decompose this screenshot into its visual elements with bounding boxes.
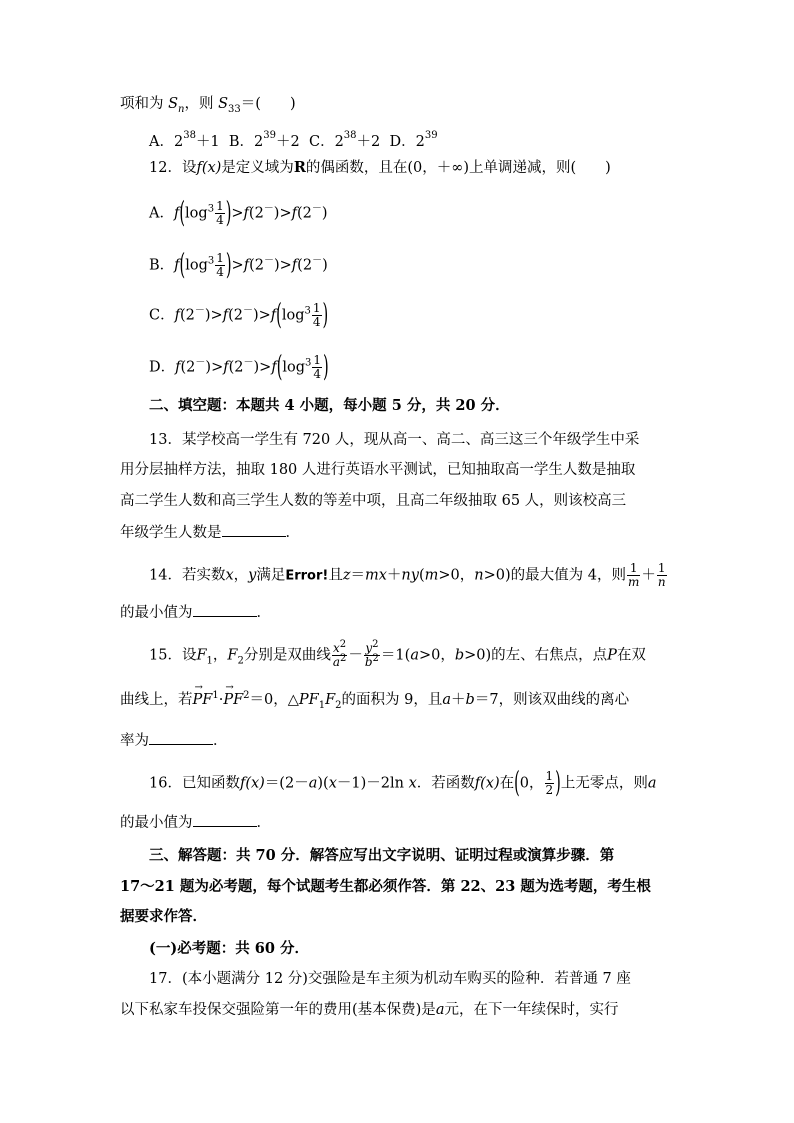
vector-pf1: → PF [193,690,213,710]
frac [312,354,322,381]
PF: PF [298,692,319,708]
text: 曲线上，若 [120,692,193,708]
y: y [248,567,257,584]
tail: ＋2 [276,134,300,150]
two: (2 [248,205,264,222]
d [657,576,667,589]
text: 满足 [256,567,286,584]
text: 上无零点，则 [560,775,648,792]
vector-pf2: → PF [223,690,243,710]
d [627,576,640,589]
label: A． [149,205,174,222]
close: ) [322,257,328,274]
q13-line-1: 13．某学校高一学生有 720 人，现从高一、高二、高三这三个年级学生中采 [149,432,640,448]
frac [215,200,225,227]
error-placeholder: Error! [285,568,329,584]
x: x [333,641,340,655]
subsection-required: (一)必考题：共 60 分． [149,940,309,957]
base: 3 [207,255,215,267]
d: 4 [313,367,322,381]
text: ．若函数 [416,775,475,792]
zero: 0， [519,775,544,792]
f: f [291,257,298,274]
n: n [474,567,484,584]
q12-option-a [149,197,328,230]
two: (2 [297,205,312,222]
eq: ＝ [350,567,365,584]
two: (2 [297,257,313,274]
text: 14．若实数 [149,567,226,584]
q11-text: ，则 [184,96,214,112]
paren: ) [322,299,329,332]
q16-line-1 [149,767,657,800]
text: ＝1( [380,647,411,664]
text: 的最小值为 [120,605,193,621]
q12-option-d [149,351,329,384]
q11-tail-line [120,94,296,114]
minus: － [311,203,322,215]
close: ) [252,307,259,324]
q11-var-S: S [168,96,179,112]
q13-line-3: 高二学生人数和高三学生人数的等差中项，且高二年级抽取 65 人，则该校高三 [120,493,627,509]
R: R [293,159,306,176]
ny: ny [401,567,419,584]
f: f [271,359,277,376]
n: 1 [657,561,666,575]
b: b [364,655,373,669]
n: n [657,575,666,589]
P: P [607,647,617,664]
section-heading-solutions-2: 17～21 题为必考题，每个试题考生都必须作答．第 22、23 题为选考题，考生根 [120,878,651,895]
text: 以下私家车投保交强险第一年的费用(基本保费)是 [120,1002,436,1018]
sq: 2 [339,653,347,664]
text: 在双 [616,647,646,664]
m: m [627,575,640,589]
base: 3 [304,305,311,317]
gt: > [211,359,224,376]
minus: － [263,255,274,267]
close: ) [273,205,280,222]
paren: ( [179,249,186,282]
d [332,653,348,669]
exp: 39 [424,130,438,141]
frac [364,639,380,669]
s2: 2 [335,699,342,711]
q11-sub-33: 33 [228,103,241,115]
n: 1 [216,199,224,213]
q15-line-3 [120,730,228,751]
a: a [647,775,657,792]
q11-var-S: S [218,96,229,112]
q15-line-1 [149,639,646,669]
gt: > [259,359,272,376]
q15-line-2 [120,690,629,710]
q11-options [149,126,438,152]
frac [312,302,322,329]
section-heading-solutions-3: 据要求作答． [120,908,207,925]
close: ) [205,359,212,376]
comma: ， [233,567,249,584]
text: 元，在下一年续保时，实行 [444,1002,619,1018]
text: 15．设 [149,647,197,664]
minus: － [194,305,205,317]
gt: > [210,307,223,324]
label: C． [149,307,175,324]
fx: f(x) [239,775,265,792]
d: 4 [216,213,224,227]
q14-line-2 [120,602,271,623]
text: 率为 [120,733,149,749]
text: 12．设 [149,160,197,176]
text: 年级学生人数是 [120,525,222,541]
q12-option-b [149,249,328,282]
paren: ( [179,197,186,230]
text: 的最小值为 [120,815,193,831]
two: (2 [228,307,243,324]
q11-text: 项和为 [120,96,164,112]
text: 在 [499,775,515,792]
q14-line-1 [149,562,668,589]
n: 1 [627,562,640,576]
tail: ＋1 [195,134,220,150]
text: ＝0，△ [249,692,299,708]
close: ) [273,257,280,274]
q11-option-c: C．2 [308,134,344,150]
s1: 1 [212,690,219,702]
text: ＝7，则该双曲线的离心 [474,692,630,708]
F: F [227,647,238,664]
f: f [270,307,277,324]
q11-option-a: A．2 [149,134,184,150]
z: z [342,567,351,584]
dot: · [218,692,224,708]
d: 2 [545,783,554,797]
end: ． [285,525,300,541]
text: 的面积为 9，且 [341,692,443,708]
s1: 1 [318,699,326,711]
text: －1)－2ln [336,775,404,792]
x: x [328,775,337,792]
two: (2 [249,257,264,274]
q11-sub-n: n [178,103,185,115]
plus: ＋ [386,567,402,584]
d: 4 [216,265,224,279]
d: 4 [312,315,321,329]
end: ． [256,605,271,621]
two: (2 [180,359,196,376]
n: 1 [216,251,224,265]
f: f [243,257,250,274]
minus: － [348,647,363,664]
q12-stem [149,158,611,178]
plus: ＋ [451,692,466,708]
minus: － [312,255,323,267]
section-heading-fill-in: 二、填空题：本题共 4 小题，每小题 5 分，共 20 分． [149,397,510,414]
text: )( [317,775,329,792]
minus: － [263,203,274,215]
close: ) [204,307,211,324]
frac [215,252,225,279]
paren: ( [276,299,282,332]
end: ． [213,733,228,749]
gt: > [231,257,244,274]
gt: > [279,257,292,274]
f: f [175,359,181,376]
minus: － [242,305,253,317]
q13-line-2: 用分层抽样方法，抽取 180 人进行英语水平测试，已知抽取高一学生人数是抽取 [120,462,636,478]
paren: ) [225,249,232,282]
label: B． [149,257,175,274]
two: (2 [179,307,195,324]
gt: > [258,307,271,324]
f: f [243,205,249,222]
f: f [291,205,297,222]
q11-option-d: D．2 [389,134,425,150]
F: F [196,647,207,664]
x: x [408,775,417,792]
q17-line-1: 17．(本小题满分 12 分)交强险是车主须为机动车购买的险种．若普通 7 座 [149,971,631,987]
section-heading-solutions: 三、解答题：共 70 分．解答应写出文字说明、证明过程或演算步骤．第 [149,847,615,864]
f: f [174,307,180,324]
sq: 2 [339,639,347,650]
paren: ( [276,351,283,384]
q16-line-2 [120,812,271,833]
fx: f(x) [474,775,500,792]
q13-line-4 [120,522,300,543]
n: 1 [312,301,321,315]
comma: ， [212,647,228,664]
paren: ) [323,351,329,384]
x: x [225,567,234,584]
answer-blank-14[interactable] [193,602,257,617]
b: b [465,692,475,708]
a: a [332,655,340,669]
log: log [185,205,208,222]
label: D． [149,359,176,376]
log: log [281,307,305,324]
tail: ＋2 [356,134,381,150]
text: 是定义域为 [221,160,294,176]
q17-line-2 [120,1000,618,1020]
mx: mx [364,567,387,584]
m: m [424,567,439,584]
frac [627,562,640,589]
text: 的偶函数，且在(0，＋∞)上单调递减，则( ) [305,160,611,176]
log: log [282,359,306,376]
close: ) [253,359,260,376]
s2: 2 [237,655,244,667]
s1: 1 [206,655,213,667]
answer-blank-15[interactable] [149,730,213,745]
a: a [442,692,452,708]
q11-text: ＝( ) [240,96,296,112]
minus: － [195,357,206,369]
gt: > [231,205,244,222]
a: a [410,647,419,664]
log: log [185,257,208,274]
text: 16．已知函数 [149,775,240,792]
sq: 2 [372,639,379,650]
gt: > [279,205,292,222]
text: >0， [438,567,475,584]
text: 且 [328,567,343,584]
f: f [174,257,180,274]
paren: ) [555,767,561,800]
q12-option-c [149,299,329,332]
exp: 39 [263,130,277,141]
two: (2 [228,359,244,376]
frac [332,639,348,669]
plus: ＋ [641,567,656,584]
answer-blank-16[interactable] [193,812,257,827]
end: ． [256,815,271,831]
a: a [308,775,318,792]
fx: f(x) [196,160,222,176]
n: 1 [545,769,554,783]
base: 3 [207,203,215,215]
base: 3 [305,357,312,369]
q11-option-b: B．2 [228,134,264,150]
text: 分别是双曲线 [243,647,331,664]
paren: ( [514,767,520,800]
s2: 2 [243,690,250,702]
y: y [365,641,373,655]
exp: 38 [343,130,357,141]
paren: ( [418,567,425,584]
minus: － [243,357,254,369]
f: f [173,205,180,222]
text: >0)的最大值为 4，则 [483,567,626,584]
d [364,653,380,669]
answer-blank-13[interactable] [222,522,286,537]
sq: 2 [372,653,379,664]
a: a [435,1002,445,1018]
n: 1 [313,353,322,367]
text: >0)的左、右焦点，点 [464,647,608,664]
F: F [325,692,336,708]
f: f [223,359,229,376]
paren: ) [225,197,232,230]
frac [545,770,555,797]
b: b [454,647,465,664]
text: ＝(2－ [264,775,309,792]
close: ) [321,205,328,222]
exp: 38 [183,130,196,141]
frac [657,562,667,589]
f: f [222,307,229,324]
text: >0， [418,647,455,664]
